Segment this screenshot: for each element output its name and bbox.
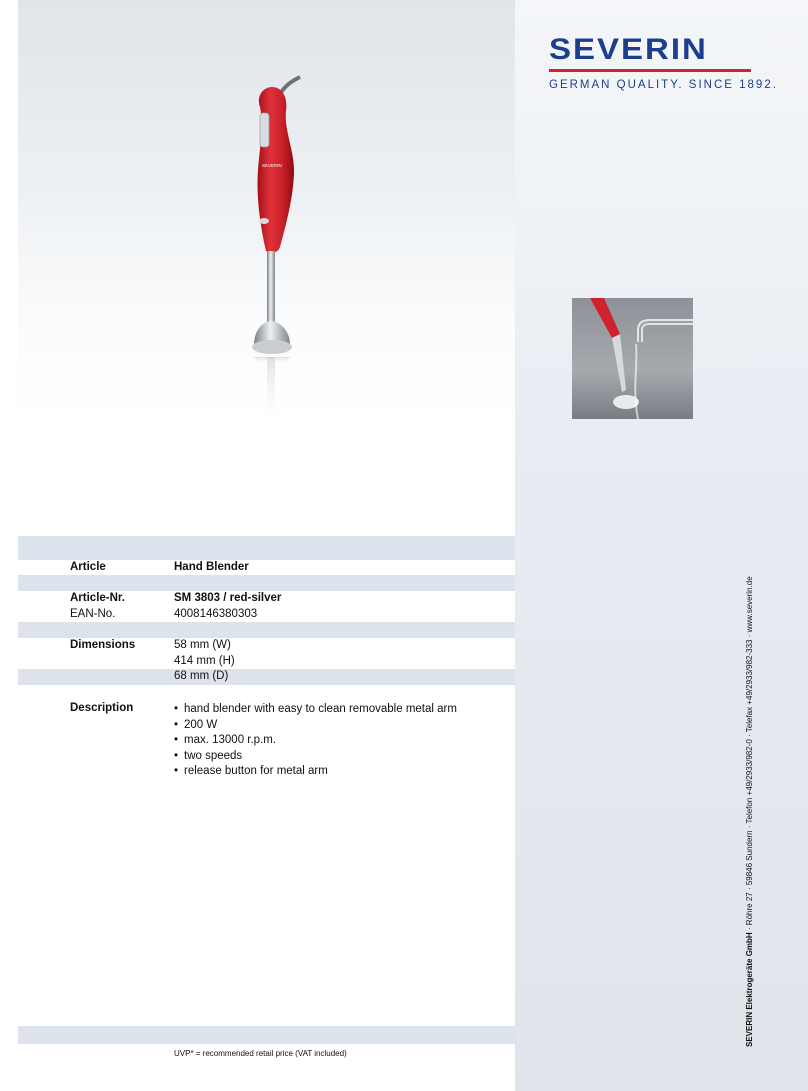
description-text: two speeds — [184, 749, 243, 762]
spec-band-description — [18, 669, 515, 685]
company-imprint — [745, 576, 754, 1047]
dimension-width: 58 mm (W) — [174, 639, 231, 651]
right-panel — [515, 0, 808, 1091]
hand-blender-image — [220, 75, 330, 435]
spec-band-dimensions — [18, 622, 515, 638]
footnote: UVP* = recommended retail price (VAT included) — [174, 1049, 347, 1058]
description-item — [174, 718, 457, 734]
ean-value: 4008146380303 — [174, 608, 258, 620]
article-nr-value: SM 3803 / red-silver — [174, 592, 282, 604]
bullet-icon: • — [174, 718, 179, 731]
description-text: hand blender with easy to clean removable metal arm — [184, 703, 457, 715]
dimensions-label: Dimensions — [70, 639, 136, 651]
bullet-icon: • — [174, 703, 179, 715]
spec-band-header — [18, 536, 515, 560]
article-label: Article — [70, 561, 106, 573]
description-list — [174, 702, 457, 780]
description-text: release button for metal arm — [184, 765, 328, 777]
description-label: Description — [70, 702, 134, 714]
logo-red-bar — [549, 69, 751, 72]
company-name: SEVERIN Elektrogeräte GmbH — [745, 932, 754, 1047]
description-text: max. 13000 r.p.m. — [184, 734, 277, 746]
detail-photo — [572, 298, 693, 419]
logo-wordmark: SEVERIN — [549, 32, 708, 66]
description-text: 200 W — [184, 718, 218, 731]
bullet-icon: • — [174, 765, 179, 777]
severin-logo — [549, 32, 778, 91]
ean-label: EAN-No. — [70, 608, 116, 620]
description-item — [174, 749, 457, 765]
dimension-depth: 68 mm (D) — [174, 670, 229, 682]
description-item — [174, 702, 457, 718]
bullet-icon: • — [174, 749, 179, 762]
blender-brand-mark: SEVERIN — [262, 163, 282, 168]
description-item — [174, 764, 457, 780]
spec-band-footer — [18, 1026, 515, 1044]
logo-tagline: GERMAN QUALITY. SINCE 1892. — [549, 79, 778, 91]
bullet-icon: • — [174, 734, 179, 746]
spec-band-article-nr — [18, 575, 515, 591]
article-value: Hand Blender — [174, 561, 249, 573]
description-item — [174, 733, 457, 749]
company-address: · Röhre 27 · 59846 Sundern · Telefon +49/2933/982-0 · Telefax +49/2933/982-333 · www.severin.de — [745, 576, 754, 933]
dimension-height: 414 mm (H) — [174, 655, 235, 667]
article-nr-label: Article-Nr. — [70, 592, 125, 604]
